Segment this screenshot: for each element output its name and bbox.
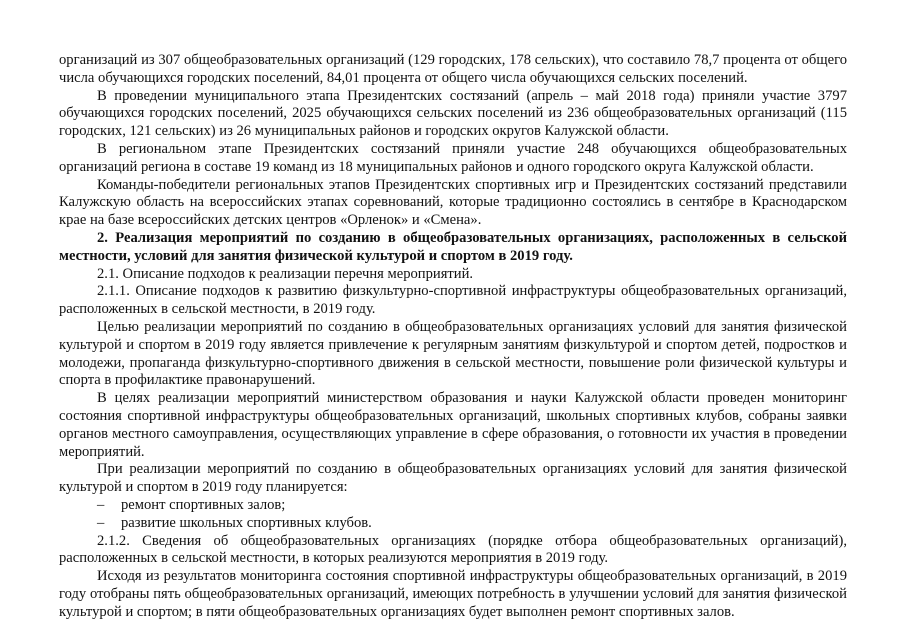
list-item	[59, 497, 847, 515]
subsection-2-1-2: 2.1.2. Сведения об общеобразовательных организациях (порядке отбора общеобразовательных организаций), расположенных в сельской местности, в которых реализуются мероприятия в 2019 году.	[59, 532, 847, 567]
list-dash: –	[97, 496, 105, 513]
paragraph-selection-result: Исходя из результатов мониторинга состояния спортивной инфраструктуры общеобразовательных организаций, в 2019 году отобраны пять общеобразовательных организаций, имеющих потребность в улучшении условий для занятия физической культурой и спортом; в пяти общеобразовательных организациях будет выполнен ремонт спортивных залов.	[59, 568, 847, 620]
list-item	[59, 515, 847, 533]
paragraph-participation-stats: организаций из 307 общеобразовательных организаций (129 городских, 178 сельских), что составило 78,7 процента от общего числа обучающихся городских поселений, 84,01 процента от общего числа обучающихся сельских поселений.	[59, 52, 847, 86]
subsection-2-1-1: 2.1.1. Описание подходов к развитию физкультурно-спортивной инфраструктуры общеобразовательных организаций, расположенных в сельской местности, в 2019 году.	[59, 283, 847, 318]
document-body	[59, 52, 847, 622]
paragraph-winning-teams: Команды-победители региональных этапов Президентских спортивных игр и Президентских состязаний представили Калужскую область на всероссийских этапах соревнований, которые традиционно состоялись в сентябре в Краснодарском крае на базе всероссийских детских центров «Орленок» и «Смена».	[59, 176, 847, 229]
list-item-text: ремонт спортивных залов;	[121, 496, 286, 513]
paragraph-municipal-stage: В проведении муниципального этапа Президентских состязаний (апрель – май 2018 года) приняли участие 3797 обучающихся городских поселений, 2025 обучающихся сельских поселений из 236 общеобразовательных организаций (115 городских, 121 сельских) из 26 муниципальных районов и городских округов Калужской области.	[59, 87, 847, 140]
paragraph-goal: Целью реализации мероприятий по созданию в общеобразовательных организациях условий для занятия физической культурой и спортом в 2019 году является привлечение к регулярным занятиям физкультурой и спортом детей, подростков и молодежи, пропаганда физкультурно-спортивного движения в сельской местности, повышение роли физической культуры и спорта в профилактике правонарушений.	[59, 318, 847, 389]
section-heading-2: 2. Реализация мероприятий по созданию в общеобразовательных организациях, расположенных в сельской местности, условий для занятия физической культурой и спортом в 2019 году.	[59, 229, 847, 264]
list-dash: –	[97, 514, 105, 531]
paragraph-regional-stage: В региональном этапе Президентских состязаний приняли участие 248 обучающихся общеобразовательных организаций региона в составе 19 команд из 18 муниципальных районов и одного городского округа Калужской области.	[59, 140, 847, 175]
subsection-2-1: 2.1. Описание подходов к реализации перечня мероприятий.	[97, 265, 474, 282]
paragraph-monitoring: В целях реализации мероприятий министерством образования и науки Калужской области проведен мониторинг состояния спортивной инфраструктуры общеобразовательных организаций, школьных спортивных клубов, собраны заявки органов местного самоуправления, осуществляющих управление в сфере образования, о готовности их участия в проведении мероприятий.	[59, 390, 847, 460]
list-item-text: развитие школьных спортивных клубов.	[121, 514, 372, 531]
paragraph-planned: При реализации мероприятий по созданию в общеобразовательных организациях условий для занятия физической культурой и спортом в 2019 году планируется:	[59, 461, 847, 496]
